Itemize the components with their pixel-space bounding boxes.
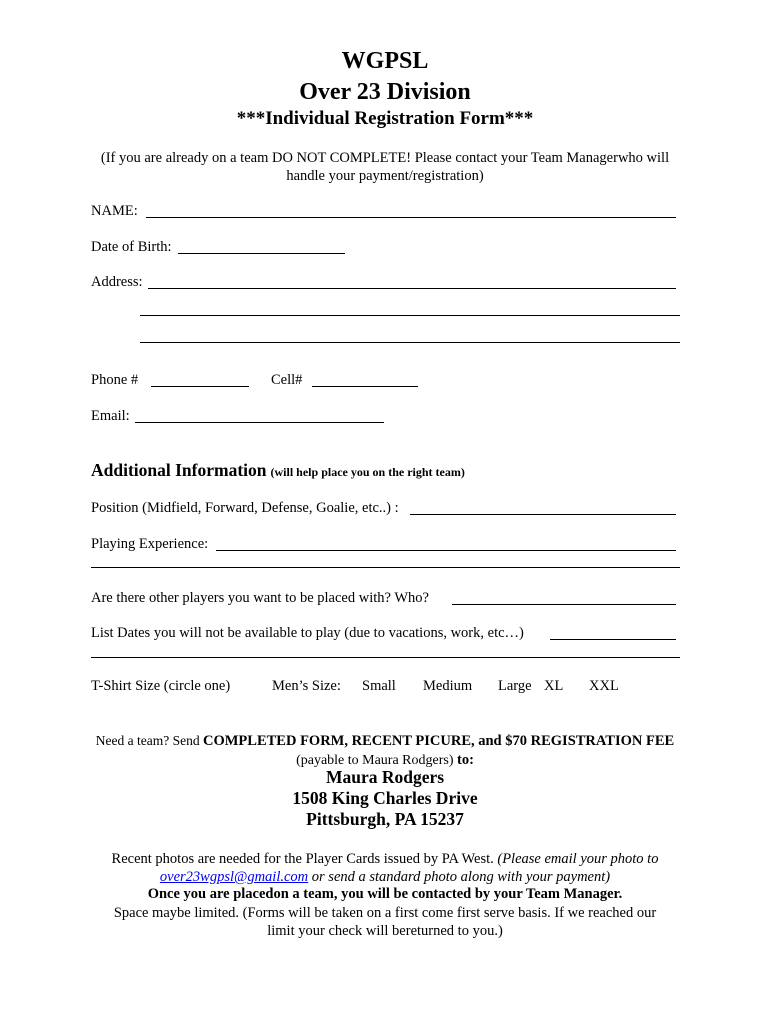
size-medium[interactable]: Medium — [423, 678, 473, 694]
experience-line[interactable] — [216, 550, 676, 551]
contact-email-link[interactable]: over23wgpsl@gmail.com — [159, 869, 309, 885]
address-label: Address: — [91, 274, 143, 290]
mail-street: 1508 King Charles Drive — [292, 788, 478, 808]
space-note: Space maybe limited. (Forms will be taken on a first come first serve basis. If we reached our limit your check will bereturned to you.) — [113, 905, 657, 939]
mens-size-label: Men’s Size: — [272, 678, 341, 694]
send-to: to: — [457, 752, 474, 768]
additional-subheading: (will help place you on the right team) — [270, 465, 465, 479]
send-instructions — [90, 732, 680, 770]
dates-line-2[interactable] — [91, 657, 680, 658]
photos-italic: (Please email your photo to — [497, 851, 659, 867]
name-line[interactable] — [146, 217, 676, 218]
phone-label: Phone # — [91, 372, 139, 388]
experience-line-2[interactable] — [91, 567, 680, 568]
email-line[interactable] — [135, 422, 384, 423]
cell-line[interactable] — [312, 386, 418, 387]
address-line-1[interactable] — [148, 288, 676, 289]
division-title: Over 23 Division — [299, 79, 471, 105]
size-small[interactable]: Small — [362, 678, 396, 694]
dob-line[interactable] — [178, 253, 345, 254]
position-line[interactable] — [410, 514, 676, 515]
size-xl[interactable]: XL — [544, 678, 564, 694]
phone-line[interactable] — [151, 386, 249, 387]
position-label: Position (Midfield, Forward, Defense, Goalie, etc..) : — [91, 500, 399, 516]
send-required-items: COMPLETED FORM, RECENT PICURE, and $70 REGISTRATION FEE — [203, 733, 675, 749]
mail-name: Maura Rodgers — [325, 767, 445, 787]
photos-text: Recent photos are needed for the Player Cards issued by PA West. — [111, 851, 498, 867]
players-line[interactable] — [452, 604, 676, 605]
dates-label: List Dates you will not be available to play (due to vacations, work, etc…) — [91, 625, 524, 641]
experience-label: Playing Experience: — [91, 536, 209, 552]
photos-italic-2: or send a standard photo along with your payment) — [308, 869, 611, 885]
dob-label: Date of Birth: — [91, 239, 172, 255]
additional-heading — [91, 460, 465, 481]
address-line-2[interactable] — [140, 315, 680, 316]
players-label: Are there other players you want to be placed with? Who? — [91, 590, 429, 606]
notice-text: (If you are already on a team DO NOT COMPLETE! Please contact your Team Managerwho will handle your payment/registration) — [100, 150, 670, 184]
org-title: WGPSL — [341, 48, 429, 74]
name-label: NAME: — [91, 203, 138, 219]
cell-label: Cell# — [271, 372, 303, 388]
photos-note — [80, 850, 690, 886]
mail-city: Pittsburgh, PA 15237 — [306, 809, 464, 829]
send-payable: (payable to Maura Rodgers) — [296, 753, 458, 768]
size-xxl[interactable]: XXL — [589, 678, 619, 694]
size-large[interactable]: Large — [498, 678, 532, 694]
send-intro: Need a team? Send — [95, 733, 203, 748]
form-title: ***Individual Registration Form*** — [236, 108, 534, 129]
tshirt-label: T-Shirt Size (circle one) — [91, 678, 231, 694]
dates-line[interactable] — [550, 639, 676, 640]
additional-heading-text: Additional Information — [91, 460, 267, 480]
email-label: Email: — [91, 408, 130, 424]
address-line-3[interactable] — [140, 342, 680, 343]
placed-note: Once you are placedon a team, you will be contacted by your Team Manager. — [147, 886, 623, 902]
